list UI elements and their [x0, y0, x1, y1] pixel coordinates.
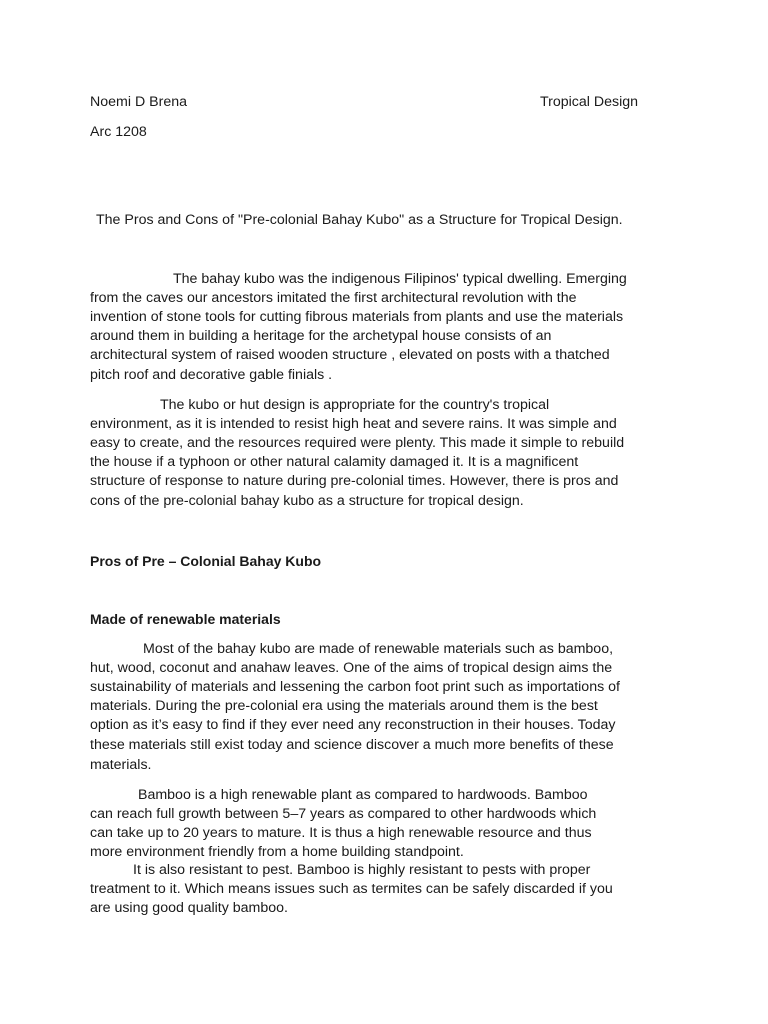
- text-line: invention of stone tools for cutting fibrous materials from plants and use the materials: [90, 309, 624, 325]
- subheading: Made of renewable materials: [90, 611, 281, 627]
- text-line: can take up to 20 years to mature. It is thus a high renewable resource and thus: [90, 825, 592, 841]
- text-line: materials. During the pre-colonial era using the materials around them is the best: [90, 698, 598, 714]
- text-line: The kubo or hut design is appropriate for the country's tropical: [160, 397, 550, 413]
- text-line: Bamboo is a high renewable plant as compared to hardwoods. Bamboo: [138, 787, 588, 803]
- text-line: around them in building a heritage for the archetypal house consists of an: [90, 328, 552, 344]
- text-line: The bahay kubo was the indigenous Filipinos' typical dwelling. Emerging: [173, 271, 627, 287]
- text-line: pitch roof and decorative gable finials .: [90, 367, 333, 383]
- text-line: these materials still exist today and science discover a much more benefits of these: [90, 737, 614, 753]
- text-line: environment, as it is intended to resist high heat and severe rains. It was simple and: [90, 416, 617, 432]
- course-code: Arc 1208: [90, 124, 147, 140]
- text-line: easy to create, and the resources required were plenty. This made it simple to rebuild: [90, 435, 625, 451]
- text-line: architectural system of raised wooden structure , elevated on posts with a thatched: [90, 347, 610, 363]
- section-heading: Pros of Pre – Colonial Bahay Kubo: [90, 553, 322, 569]
- text-line: can reach full growth between 5–7 years as compared to other hardwoods which: [90, 806, 597, 822]
- text-line: are using good quality bamboo.: [90, 900, 288, 916]
- document-title: The Pros and Cons of "Pre-colonial Bahay Kubo" as a Structure for Tropical Design.: [96, 212, 623, 228]
- text-line: the house if a typhoon or other natural calamity damaged it. It is a magnificent: [90, 454, 579, 470]
- author-name: Noemi D Brena: [90, 94, 187, 110]
- subject-name: Tropical Design: [540, 94, 639, 110]
- text-line: treatment to it. Which means issues such as termites can be safely discarded if you: [90, 881, 613, 897]
- text-line: more environment friendly from a home building standpoint.: [90, 844, 464, 860]
- text-line: option as it’s easy to find if they ever need any reconstruction in their houses. Today: [90, 717, 616, 733]
- text-line: sustainability of materials and lessening the carbon foot print such as importations of: [90, 679, 620, 695]
- text-line: materials.: [90, 757, 152, 773]
- text-line: hut, wood, coconut and anahaw leaves. One of the aims of tropical design aims the: [90, 660, 613, 676]
- text-line: Most of the bahay kubo are made of renewable materials such as bamboo,: [143, 641, 614, 657]
- text-line: from the caves our ancestors imitated the first architectural revolution with the: [90, 290, 577, 306]
- text-line: cons of the pre-colonial bahay kubo as a structure for tropical design.: [90, 493, 524, 509]
- text-line: structure of response to nature during pre-colonial times. However, there is pros and: [90, 473, 619, 489]
- text-line: It is also resistant to pest. Bamboo is highly resistant to pests with proper: [133, 862, 591, 878]
